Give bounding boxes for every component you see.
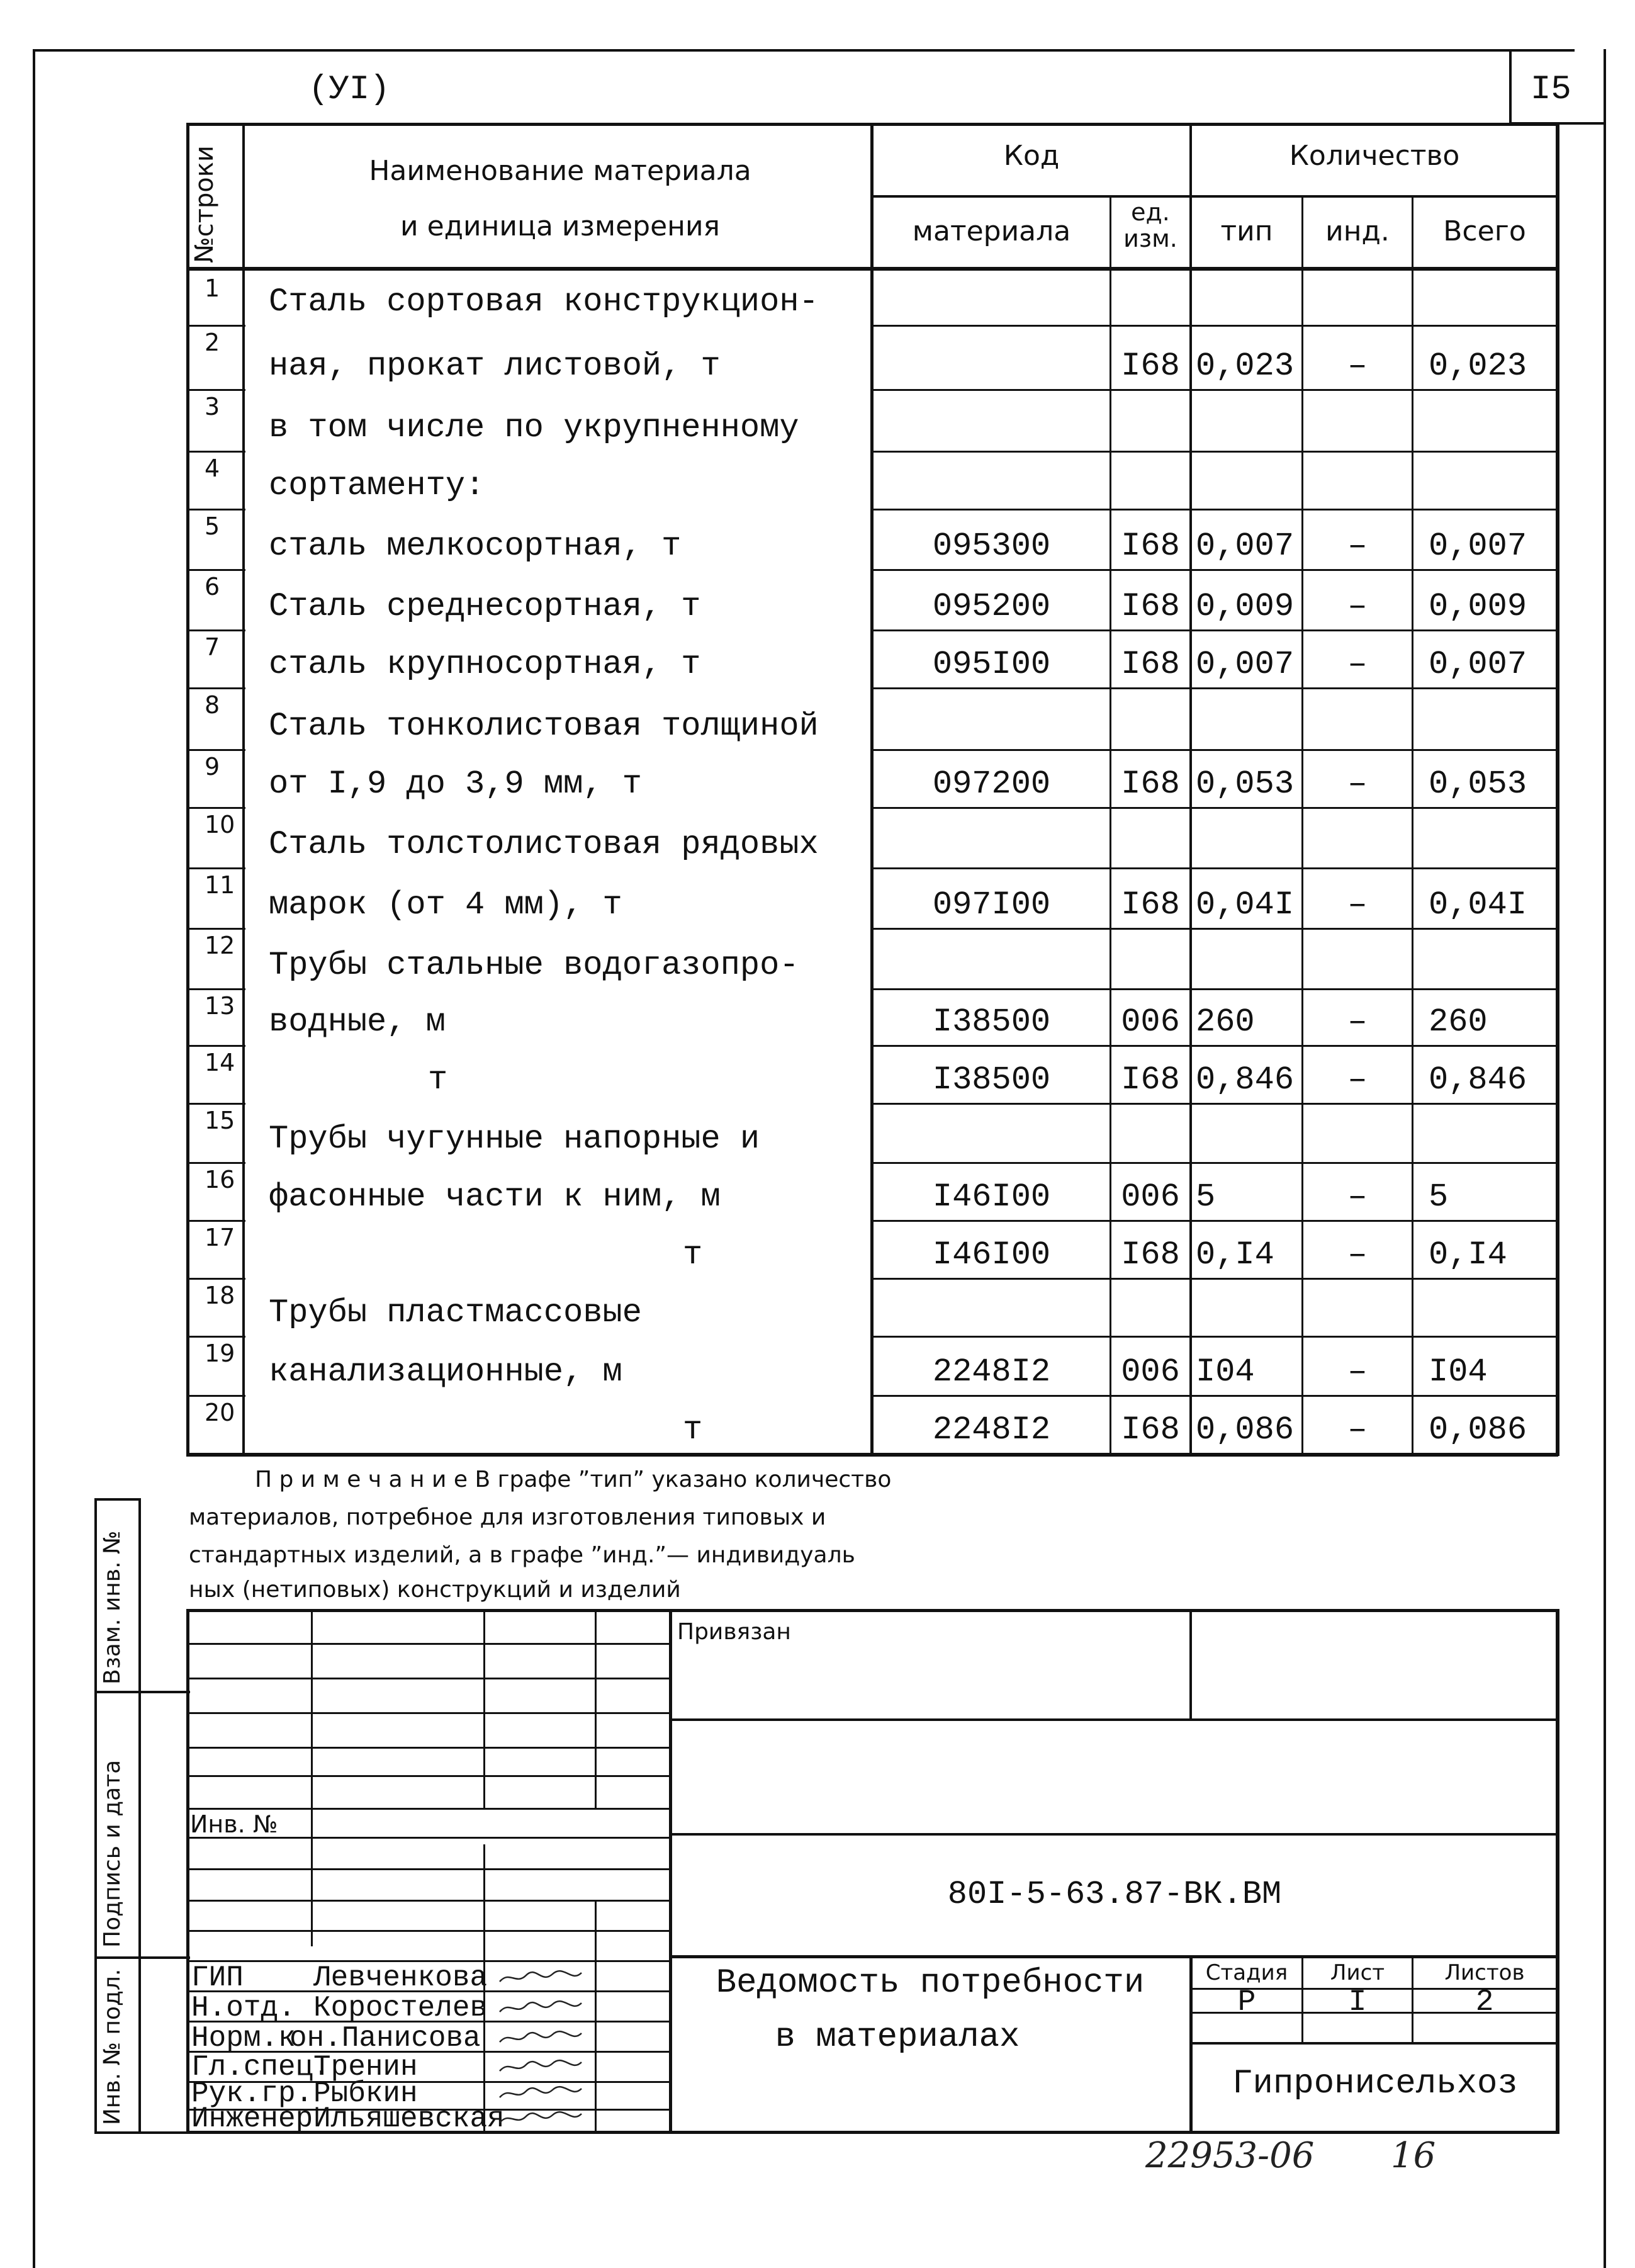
cell-typ: 5 — [1196, 1178, 1216, 1216]
cell-code: 2248I2 — [932, 1353, 1051, 1391]
cell-name: канализационные, м — [269, 1353, 622, 1391]
cell-total: 5 — [1429, 1178, 1449, 1216]
signature-scribble — [497, 1998, 585, 2017]
cell-row-number: 17 — [205, 1224, 235, 1251]
document-code: 80I-5-63.87-ВК.ВМ — [947, 1876, 1282, 1913]
cell-ind: – — [1347, 1411, 1368, 1448]
sheets-label: Листов — [1444, 1960, 1525, 1985]
cell-name: ная, прокат листовой, т — [269, 347, 721, 385]
cell-ind: – — [1347, 886, 1368, 923]
cell-row-number: 2 — [205, 329, 220, 356]
cell-name: т — [683, 1411, 703, 1448]
inv-no-label: Инв. № — [190, 1810, 278, 1838]
cell-ind: – — [1347, 1061, 1368, 1098]
cell-ind: – — [1347, 646, 1368, 683]
cell-name: Трубы чугунные напорные и — [269, 1120, 760, 1158]
cell-row-number: 19 — [205, 1340, 235, 1367]
cell-unit: I68 — [1121, 528, 1180, 565]
cell-ind: – — [1347, 347, 1368, 385]
cell-name: сталь мелкосортная, т — [269, 528, 682, 565]
side-stamp-vzam: Взам. инв. № — [99, 1530, 125, 1684]
frame-top-line — [33, 49, 1575, 52]
header-quantity: Количество — [1289, 140, 1460, 172]
cell-typ: 260 — [1196, 1003, 1255, 1041]
cell-row-number: 4 — [205, 454, 220, 482]
cell-unit: I68 — [1121, 1411, 1180, 1448]
cell-row-number: 8 — [205, 691, 220, 719]
staff-name: он.Панисова — [289, 2022, 481, 2055]
cell-name: Сталь сортовая конструкцион- — [269, 283, 819, 320]
frame-right-line — [1604, 49, 1606, 2268]
cell-name: Трубы пластмассовые — [269, 1294, 642, 1331]
cell-row-number: 16 — [205, 1166, 235, 1193]
cell-row-number: 12 — [205, 932, 235, 959]
cell-code: I46I00 — [932, 1236, 1051, 1273]
cell-code: 2248I2 — [932, 1411, 1051, 1448]
signature-scribble — [497, 2109, 585, 2128]
cell-ind: – — [1347, 1003, 1368, 1041]
stage-value: Р — [1237, 1985, 1256, 2019]
cell-typ: 0,I4 — [1196, 1236, 1274, 1273]
cell-ind: – — [1347, 1353, 1368, 1391]
staff-role: Норм.к — [191, 2022, 296, 2055]
cell-unit: 006 — [1121, 1178, 1180, 1216]
staff-role: Гл.спец. — [191, 2051, 330, 2084]
cell-total: 0,04I — [1429, 886, 1527, 923]
staff-role: Рук.гр. — [191, 2077, 313, 2110]
cell-unit: I68 — [1121, 1061, 1180, 1098]
cell-ind: – — [1347, 1236, 1368, 1273]
staff-name: Коростелев — [313, 1992, 488, 2024]
staff-name: Рыбкин — [313, 2077, 418, 2110]
header-qty-ind: инд. — [1325, 215, 1390, 247]
cell-unit: I68 — [1121, 765, 1180, 803]
cell-row-number: 11 — [205, 871, 235, 899]
cell-name: Сталь толстолистовая рядовых — [269, 826, 819, 863]
staff-role: ГИП — [191, 1961, 244, 1994]
cell-name: сталь крупносортная, т — [269, 646, 701, 683]
cell-row-number: 15 — [205, 1107, 235, 1134]
staff-name: Тренин — [313, 2051, 418, 2084]
header-row-no: №строки — [190, 145, 219, 263]
cell-row-number: 1 — [205, 274, 220, 302]
cell-typ: 0,846 — [1196, 1061, 1295, 1098]
cell-code: 097200 — [932, 765, 1051, 803]
cell-unit: I68 — [1121, 886, 1180, 923]
header-code-unit: ед. изм. — [1123, 198, 1177, 252]
cell-typ: I04 — [1196, 1353, 1255, 1391]
cell-total: 0,007 — [1429, 646, 1527, 683]
cell-name: водные, м — [269, 1003, 446, 1041]
cell-row-number: 9 — [205, 753, 220, 781]
cell-name: в том числе по укрупненному — [269, 409, 799, 446]
cell-unit: 006 — [1121, 1003, 1180, 1041]
cell-name: Сталь тонколистовая толщиной — [269, 708, 819, 745]
archive-sheet: 16 — [1391, 2135, 1436, 2176]
cell-name: сортаменту: — [269, 467, 485, 504]
cell-code: I38500 — [932, 1003, 1051, 1041]
header-name: Наименование материала и единица измерения — [369, 155, 751, 242]
note-line-4: ных (нетиповых) конструкций и изделий — [189, 1577, 681, 1603]
cell-total: 0,007 — [1429, 528, 1527, 565]
privyazan-label: Привязан — [677, 1619, 791, 1645]
cell-total: 0,009 — [1429, 588, 1527, 625]
cell-total: I04 — [1429, 1353, 1488, 1391]
cell-typ: 0,023 — [1196, 347, 1295, 385]
cell-unit: I68 — [1121, 588, 1180, 625]
cell-typ: 0,007 — [1196, 528, 1295, 565]
header-code: Код — [1003, 140, 1060, 172]
cell-name: фасонные части к ним, м — [269, 1178, 721, 1216]
organization: Гипронисельхоз — [1232, 2065, 1518, 2103]
signature-scribble — [497, 2057, 585, 2076]
page-number-box-line — [1509, 49, 1512, 123]
staff-name: Ильяшевская — [313, 2102, 505, 2135]
header-code-material: материала — [912, 215, 1071, 247]
note-line-1: П р и м е ч а н и е В графе ”тип” указано количество — [255, 1467, 892, 1492]
header-qty-type: тип — [1220, 215, 1273, 247]
staff-role: Инженер — [191, 2102, 313, 2135]
signature-scribble — [497, 1968, 585, 1987]
cell-total: 0,086 — [1429, 1411, 1527, 1448]
stage-label: Стадия — [1205, 1960, 1288, 1985]
archive-number: 22953-06 — [1145, 2135, 1315, 2176]
cell-name: т — [683, 1236, 703, 1273]
cell-ind: – — [1347, 1178, 1368, 1216]
cell-code: I46I00 — [932, 1178, 1051, 1216]
cell-row-number: 18 — [205, 1282, 235, 1309]
frame-left-line — [33, 49, 35, 2268]
cell-ind: – — [1347, 528, 1368, 565]
cell-row-number: 20 — [205, 1399, 235, 1426]
sheet-value: I — [1348, 1985, 1367, 2019]
cell-row-number: 13 — [205, 992, 235, 1020]
cell-row-number: 7 — [205, 633, 220, 661]
side-stamp-signature: Подпись и дата — [99, 1759, 125, 1948]
cell-total: 260 — [1429, 1003, 1488, 1041]
cell-code: 095I00 — [932, 646, 1051, 683]
cell-typ: 0,053 — [1196, 765, 1295, 803]
cell-code: 097I00 — [932, 886, 1051, 923]
note-line-3: стандартных изделий, а в графе ”инд.”— индивидуаль — [189, 1542, 855, 1568]
cell-total: 0,846 — [1429, 1061, 1527, 1098]
cell-name: Трубы стальные водогазопро- — [269, 947, 799, 984]
signature-scribble — [497, 2028, 585, 2047]
cell-row-number: 6 — [205, 573, 220, 601]
cell-code: I38500 — [932, 1061, 1051, 1098]
cell-typ: 0,009 — [1196, 588, 1295, 625]
cell-unit: I68 — [1121, 347, 1180, 385]
document-title-line-1: Ведомость потребности — [716, 1964, 1145, 2002]
cell-unit: 006 — [1121, 1353, 1180, 1391]
note-line-2: материалов, потребное для изготовления типовых и — [189, 1504, 826, 1530]
cell-code: 095200 — [932, 588, 1051, 625]
header-qty-total: Всего — [1443, 215, 1526, 247]
cell-row-number: 14 — [205, 1049, 235, 1076]
staff-name: Левченкова — [313, 1961, 488, 1994]
cell-typ: 0,007 — [1196, 646, 1295, 683]
cell-row-number: 5 — [205, 512, 220, 540]
cell-unit: I68 — [1121, 646, 1180, 683]
cell-code: 095300 — [932, 528, 1051, 565]
cell-name: от I,9 до 3,9 мм, т — [269, 765, 642, 803]
cell-ind: – — [1347, 765, 1368, 803]
cell-ind: – — [1347, 588, 1368, 625]
cell-unit: I68 — [1121, 1236, 1180, 1273]
staff-role: Н.отд. — [191, 1992, 296, 2024]
sheet-label: Лист — [1330, 1960, 1385, 1985]
cell-total: 0,023 — [1429, 347, 1527, 385]
cell-typ: 0,086 — [1196, 1411, 1295, 1448]
cell-total: 0,053 — [1429, 765, 1527, 803]
sheets-value: 2 — [1475, 1985, 1494, 2019]
cell-name: т — [428, 1061, 448, 1098]
cell-row-number: 10 — [205, 811, 235, 838]
cell-row-number: 3 — [205, 393, 220, 420]
side-stamp-inv: Инв. № подл. — [99, 1968, 125, 2125]
cell-name: марок (от 4 мм), т — [269, 886, 622, 923]
cell-total: 0,I4 — [1429, 1236, 1507, 1273]
sheet-section: (УI) — [308, 71, 390, 109]
document-title-line-2: в материалах — [775, 2018, 1020, 2056]
signature-scribble — [497, 2084, 585, 2102]
cell-name: Сталь среднесортная, т — [269, 588, 701, 625]
cell-typ: 0,04I — [1196, 886, 1295, 923]
page-number: I5 — [1531, 71, 1571, 109]
